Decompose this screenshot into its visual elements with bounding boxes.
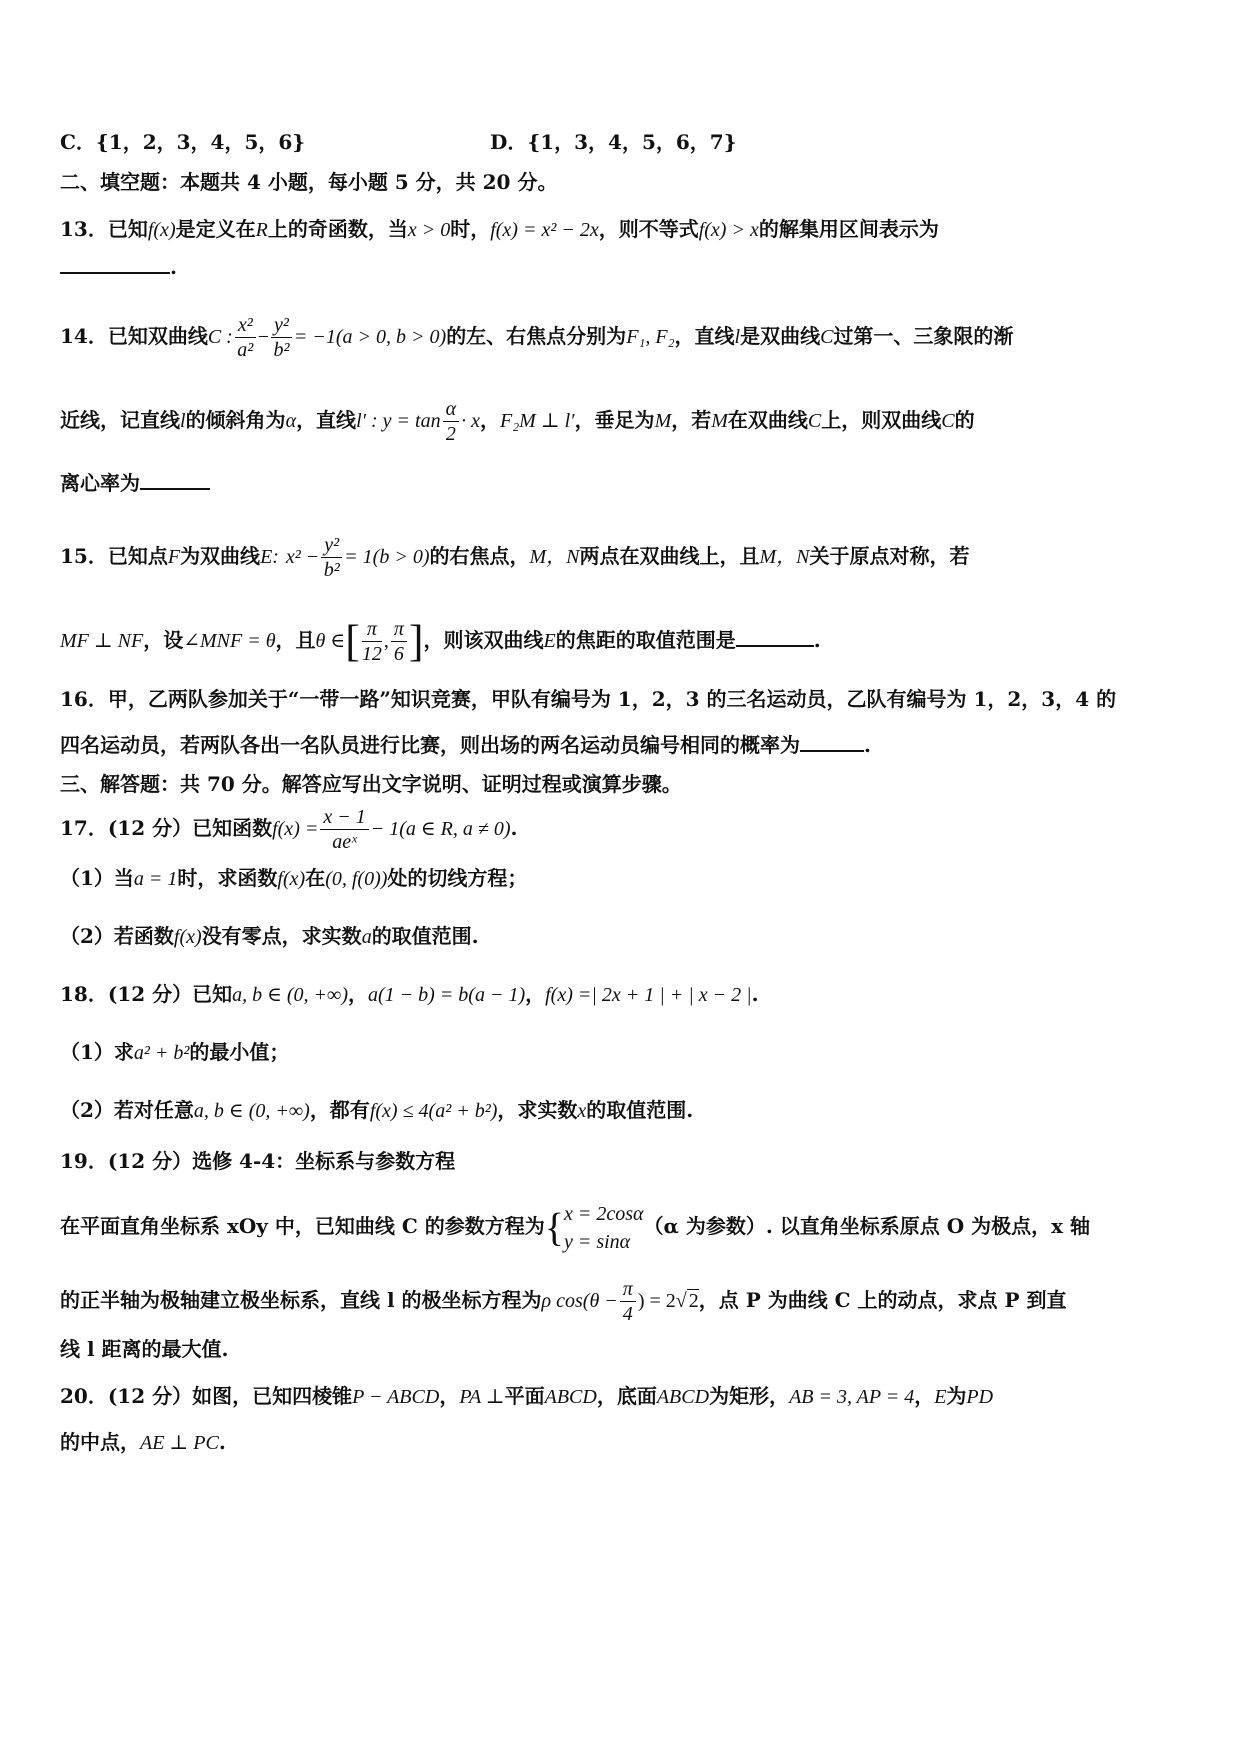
q13-text: 时， <box>450 217 491 241</box>
q18-text: ，求实数 <box>497 1098 578 1122</box>
q18-text: ， <box>347 982 368 1006</box>
q15-math: x² − <box>285 546 320 568</box>
q14-math: l <box>180 410 186 432</box>
q13-text: ，则不等式 <box>598 217 699 241</box>
q20-text: 的中点， <box>60 1430 140 1454</box>
q17-text: 在 <box>305 866 326 890</box>
q13-math: x > 0 <box>407 219 451 241</box>
q14-math: M <box>711 410 728 432</box>
q15-text: 的焦距的取值范围是 <box>555 628 736 652</box>
q20-text: 20．(12 分）如图，已知四棱锥 <box>60 1384 353 1408</box>
q15-math: E: <box>260 546 279 568</box>
q19-text: 的正半轴为极轴建立极坐标系，直线 l 的极坐标方程为 <box>60 1288 542 1312</box>
brace: { <box>544 1204 564 1250</box>
frac-num: π <box>362 617 382 642</box>
q19-math: ρ cos(θ − <box>541 1290 618 1312</box>
q13-text: 的解集用区间表示为 <box>758 217 939 241</box>
sqrt-sign: √ <box>675 1290 687 1312</box>
q14-text: 过第一、三象限的渐 <box>833 324 1014 348</box>
q14-math: M <box>654 410 672 432</box>
frac-num: x² <box>235 313 256 338</box>
q18-text: ， <box>525 982 546 1006</box>
q15-math: = 1(b > 0) <box>344 546 430 568</box>
fraction <box>620 1277 636 1326</box>
q14-text: 离心率为 <box>60 471 140 495</box>
question-15-line-2 <box>60 610 1180 671</box>
q17-text: （2）若函数 <box>60 924 174 948</box>
q20-math: P − ABCD <box>352 1386 440 1408</box>
q18-text: 的取值范围. <box>586 1098 694 1122</box>
q14-text: ， <box>479 408 500 432</box>
frac-den: 2 <box>445 423 456 445</box>
q16-text: 四名运动员，若两队各出一名队员进行比赛，则出场的两名运动员编号相同的概率为 <box>60 733 800 757</box>
question-19-line-3: 线 l 距离的最大值. <box>60 1337 229 1361</box>
parametric-system <box>564 1200 644 1256</box>
section-3-heading: 三、解答题：共 70 分。解答应写出文字说明、证明过程或演算步骤。 <box>60 772 682 796</box>
q14-text: 14．已知双曲线 <box>60 324 208 348</box>
frac-den: b² <box>273 339 290 361</box>
q18-text: 的最小值； <box>189 1040 290 1064</box>
q14-text: 近线，记直线 <box>60 408 180 432</box>
fraction <box>362 617 382 666</box>
q18-math: a² + b² <box>133 1042 190 1064</box>
question-19-title: 19．(12 分）选修 4-4：坐标系与参数方程 <box>60 1149 456 1173</box>
question-17-part-2 <box>60 922 1180 951</box>
frac-num: π <box>620 1277 636 1302</box>
frac-num: α <box>443 397 460 422</box>
q17-math: f(x) = <box>272 818 319 840</box>
q20-math: PD <box>966 1386 994 1408</box>
q13-text: 上的奇函数，当 <box>267 217 408 241</box>
question-20-line-2 <box>60 1428 1180 1457</box>
q17-text: 17．(12 分）已知函数 <box>60 816 273 840</box>
frac-den: 12 <box>361 643 382 665</box>
question-17-stem <box>60 800 1180 857</box>
q18-math: x <box>577 1100 587 1122</box>
q14-text: 的倾斜角为 <box>185 408 286 432</box>
param-eq-y: y = sinα <box>563 1230 631 1253</box>
q17-text: 的取值范围. <box>371 924 479 948</box>
left-bracket: [ <box>345 616 360 666</box>
q17-math: (0, f(0)) <box>325 868 388 890</box>
q20-math: ABCD <box>544 1386 597 1408</box>
q13-math: f(x) > x <box>698 219 759 241</box>
q14-text: ，若 <box>671 408 712 432</box>
q20-text: 为矩形， <box>709 1384 790 1408</box>
answer-blank[interactable] <box>736 625 814 647</box>
q14-math: · x <box>461 410 480 432</box>
answer-blank[interactable] <box>60 252 170 274</box>
question-13-answer <box>60 252 1180 281</box>
frac-den: a² <box>237 339 254 361</box>
q19-text: ，点 P 为曲线 C 上的动点，求点 P 到直 <box>698 1288 1067 1312</box>
frac-num: y² <box>321 533 342 558</box>
q14-math: C <box>820 326 834 348</box>
q13-math: R <box>255 219 268 241</box>
question-14-line-3 <box>60 468 1180 497</box>
frac-den: b² <box>323 559 340 581</box>
q15-math: F <box>167 546 181 568</box>
q18-text: （2）若对任意 <box>60 1098 194 1122</box>
question-16-line-1: 16．甲，乙两队参加关于“一带一路”知识竞赛，甲队有编号为 1，2，3 的三名运动员，乙队有编号为 1，2，3，4 的 <box>60 687 1117 711</box>
q18-math: a, b ∈ (0, +∞) <box>193 1100 310 1122</box>
option-c: C．{1，2，3，4，5，6} <box>60 130 306 154</box>
right-bracket: ] <box>408 616 424 666</box>
q13-end: . <box>170 255 177 279</box>
q14-math: C : <box>207 326 233 348</box>
question-14-line-1 <box>60 306 1180 367</box>
q15-text: 关于原点对称，若 <box>809 544 970 568</box>
q13-math: f(x) <box>147 219 176 241</box>
q14-math: C <box>807 410 822 432</box>
q14-text: ，直线 <box>674 324 735 348</box>
q17-math: a <box>361 926 372 948</box>
question-13 <box>60 215 1180 244</box>
q19-math: ) = 2 <box>637 1290 676 1312</box>
frac-num: π <box>391 617 407 642</box>
answer-blank[interactable] <box>140 468 210 490</box>
q15-text: ，设 <box>143 628 184 652</box>
q18-math: f(x) =| 2x + 1 | + | x − 2 | <box>545 984 752 1006</box>
q17-text: （1）当 <box>60 866 134 890</box>
q20-text: 为 <box>946 1384 967 1408</box>
q17-math: f(x) <box>173 926 202 948</box>
fraction <box>391 617 407 666</box>
q17-text: 时，求函数 <box>177 866 278 890</box>
param-eq-x: x = 2cosα <box>563 1202 644 1225</box>
question-19-line-2 <box>60 1270 1180 1331</box>
question-15-line-1 <box>60 526 1180 587</box>
q18-math: f(x) ≤ 4(a² + b²) <box>369 1100 498 1122</box>
q17-math: a = 1 <box>133 868 178 890</box>
q20-text: ， <box>914 1384 935 1408</box>
q20-math: AE ⊥ PC <box>140 1432 219 1454</box>
q19-text: （α 为参数）. 以直角坐标系原点 O 为极点，x 轴 <box>643 1214 1090 1238</box>
q15-text: 两点在双曲线上，且 <box>579 544 760 568</box>
fraction <box>271 313 292 362</box>
q15-end: . <box>813 628 821 652</box>
question-17-part-1 <box>60 864 1180 893</box>
sqrt-arg: 2 <box>688 1290 699 1312</box>
q15-math: M，N <box>529 546 580 568</box>
q15-text: 的右焦点， <box>429 544 530 568</box>
q14-text: 上，则双曲线 <box>821 408 942 432</box>
q20-math: PA ⊥ <box>459 1386 505 1408</box>
q14-math: F₂M ⊥ l′ <box>499 410 575 432</box>
q20-math: E <box>934 1386 947 1408</box>
q14-text: 是双曲线 <box>740 324 821 348</box>
frac-den: 6 <box>393 643 404 665</box>
question-16-line-2 <box>60 730 1180 759</box>
q15-text: 15．已知点 <box>60 544 168 568</box>
q18-math: a, b ∈ (0, +∞) <box>232 984 348 1006</box>
q17-math: f(x) <box>277 868 306 890</box>
question-19-line-1 <box>60 1196 1180 1256</box>
question-18-part-2 <box>60 1096 1180 1125</box>
frac-num: y² <box>271 313 292 338</box>
q18-math: a(1 − b) = b(a − 1) <box>367 984 526 1006</box>
q18-text: （1）求 <box>60 1040 134 1064</box>
q20-math: ABCD <box>656 1386 710 1408</box>
q15-text: ，则该双曲线 <box>423 628 544 652</box>
question-18-stem <box>60 980 1180 1009</box>
frac-num: x − 1 <box>320 805 368 830</box>
q17-math: − 1(a ∈ R, a ≠ 0) <box>370 818 511 840</box>
q14-text: 的左、右焦点分别为 <box>446 324 627 348</box>
fraction <box>321 533 342 582</box>
q15-text: ，且 <box>275 628 316 652</box>
q14-math: C <box>941 410 955 432</box>
q14-math: = −1(a > 0, b > 0) <box>293 326 447 348</box>
question-14-line-2 <box>60 390 1180 451</box>
q15-math: θ ∈ <box>315 630 346 652</box>
q14-math: α <box>285 410 297 432</box>
question-20-line-1 <box>60 1382 1180 1411</box>
q17-text: 没有零点，求实数 <box>201 924 362 948</box>
q15-math: ∠MNF = θ <box>183 630 276 652</box>
q15-text: 为双曲线 <box>180 544 261 568</box>
q17-end: . <box>510 816 518 840</box>
q15-math: MF ⊥ NF <box>60 630 144 652</box>
q14-math: l′ : y = tan <box>356 410 441 432</box>
q19-text: 在平面直角坐标系 xOy 中，已知曲线 C 的参数方程为 <box>60 1214 545 1238</box>
q14-text: 在双曲线 <box>727 408 808 432</box>
q16-end: . <box>864 733 871 757</box>
q13-text: 13．已知 <box>60 217 148 241</box>
q14-math: − <box>257 326 269 348</box>
q15-math: E <box>543 630 556 652</box>
q18-text: 18．(12 分）已知 <box>60 982 233 1006</box>
frac-den: 4 <box>622 1303 633 1325</box>
fraction <box>320 805 368 854</box>
q14-text: 的 <box>954 408 975 432</box>
comma: , <box>383 630 389 652</box>
q13-text: 是定义在 <box>175 217 256 241</box>
q20-math: AB = 3, AP = 4 <box>789 1386 915 1408</box>
q20-text: ，底面 <box>596 1384 657 1408</box>
q14-math: F₁, F₂ <box>626 326 675 348</box>
fraction <box>443 397 460 446</box>
q13-math: f(x) = x² − 2x <box>490 219 599 241</box>
q20-text: 平面 <box>504 1384 545 1408</box>
option-d: D．{1，3，4，5，6，7} <box>490 130 737 154</box>
q14-text: ，直线 <box>296 408 357 432</box>
fraction <box>235 313 256 362</box>
answer-blank[interactable] <box>800 730 864 752</box>
q14-text: ，垂足为 <box>574 408 655 432</box>
question-18-part-1 <box>60 1038 1180 1067</box>
frac-den: aeˣ <box>332 831 357 853</box>
q14-math: l <box>734 326 741 348</box>
q18-text: ，都有 <box>309 1098 370 1122</box>
options-row <box>60 128 1180 156</box>
q17-text: 处的切线方程； <box>387 866 528 890</box>
q18-end: . <box>751 982 759 1006</box>
q20-text: . <box>218 1430 226 1454</box>
section-2-heading: 二、填空题：本题共 4 小题，每小题 5 分，共 20 分。 <box>60 170 558 194</box>
q20-text: ， <box>439 1384 460 1408</box>
q15-math: M，N <box>759 546 810 568</box>
